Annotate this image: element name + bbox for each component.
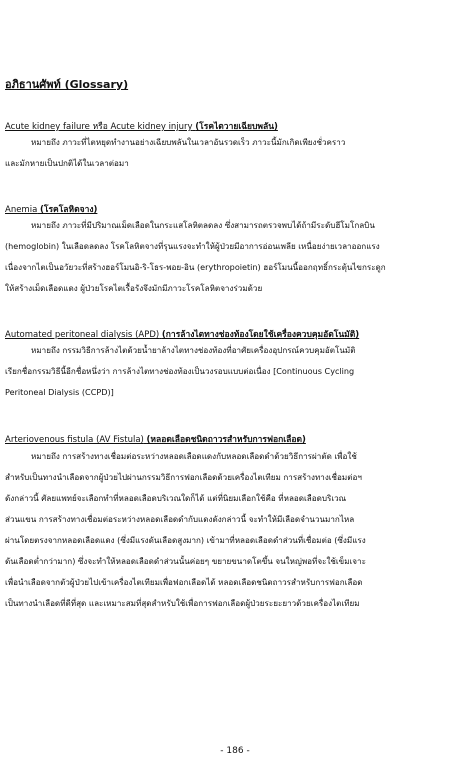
definition-line: และมักหายเป็นปกติได้ในเวลาต่อมา xyxy=(5,158,129,168)
definition-anemia xyxy=(5,215,465,299)
glossary-term-apd xyxy=(5,327,467,341)
definition-line: หมายถึง ภาวะที่มีปริมาณเม็ดเลือดในกระแสโลหิตลดลง ซึ่งสามารถตรวจพบได้ถ้ามีระดับฮีโมโกลบิน xyxy=(31,220,375,230)
glossary-term-acute-kidney-failure xyxy=(5,119,467,133)
definition-line: สำหรับเป็นทางนำเลือดจากผู้ป่วยไปผ่านกรรมวิธีการฟอกเลือดด้วยเครื่องไตเทียม การสร้างทางเชื่อมต่อฯ xyxy=(5,472,362,482)
definition-line: ส่วนแขน การสร้างทางเชื่อมต่อระหว่างหลอดเลือดดำกับแดงดังกล่าวนี้ จะทำให้มีเลือดจำนวนมากไหล xyxy=(5,514,355,524)
term-thai: (หลอดเลือดชนิดถาวรสำหรับการฟอกเลือด) xyxy=(146,435,306,445)
definition-line: (hemoglobin) ในเลือดลดลง โรคโลหิตจางที่รุนแรงจะทำให้ผู้ป่วยมีอาการอ่อนเพลีย เหนื่อยง่ายเวลาออกแรง xyxy=(5,241,380,251)
definition-line: ผ่านโดยตรงจากหลอดเลือดแดง (ซึ่งมีแรงดันเลือดสูงมาก) เข้ามาที่หลอดเลือดดำส่วนที่เชื่อมต่อ (ซึ่งมีแรง xyxy=(5,535,366,545)
definition-line: เป็นทางนำเลือดที่ดีที่สุด และเหมาะสมที่สุดสำหรับใช้เพื่อการฟอกเลือดผู้ป่วยระยะยาวด้วยเครื่องไตเทียม xyxy=(5,598,360,608)
term-english: Anemia xyxy=(5,205,38,215)
definition-line: เรียกชื่อกรรมวิธีนี้อีกชื่อหนึ่งว่า การล้างไตทางช่องท้องเป็นวงรอบแบบต่อเนื่อง [Continuous Cycling xyxy=(5,366,355,376)
term-thai: (โรคไตวายเฉียบพลัน) xyxy=(195,122,278,132)
definition-av-fistula xyxy=(5,446,465,614)
term-english: Arteriovenous fistula (AV Fistula) xyxy=(5,435,144,445)
term-thai: (การล้างไตทางช่องท้องโดยใช้เครื่องควบคุมอัตโนมัติ) xyxy=(161,330,360,340)
glossary-term-anemia xyxy=(5,202,467,216)
page-number: - 186 - xyxy=(220,746,250,756)
page-title: อภิธานศัพท์ (Glossary) xyxy=(5,78,129,91)
definition-acute-kidney-failure xyxy=(5,132,465,174)
definition-line: หมายถึง ภาวะที่ไตหยุดทำงานอย่างเฉียบพลันในเวลาอันรวดเร็ว ภาวะนี้มักเกิดเพียงชั่วคราว xyxy=(31,137,346,147)
term-thai: (โรคโลหิตจาง) xyxy=(40,205,98,215)
definition-line: เพื่อนำเลือดจากตัวผู้ป่วยไปเข้าเครื่องไตเทียมเพื่อฟอกเลือดได้ หลอดเลือดชนิดถาวรสำหรับการฟอกเลือด xyxy=(5,577,363,587)
definition-line: ดันเลือดต่ำกว่ามาก) ซึ่งจะทำให้หลอดเลือดดำส่วนนั้นค่อยๆ ขยายขนาดโตขึ้น จนใหญ่พอที่จะใช้เข็มเจาะ xyxy=(5,556,366,566)
definition-line: ให้สร้างเม็ดเลือดแดง ผู้ป่วยโรคไตเรื้อรังจึงมักมีภาวะโรคโลหิตจางร่วมด้วย xyxy=(5,283,263,293)
definition-line: Peritoneal Dialysis (CCPD)] xyxy=(5,387,114,397)
definition-line: หมายถึง กรรมวิธีการล้างไตด้วยน้ำยาล้างไตทางช่องท้องที่อาศัยเครื่องอุปกรณ์ควบคุมอัตโนมัติ xyxy=(31,345,356,355)
term-english: Acute kidney failure หรือ Acute kidney injury xyxy=(5,122,193,132)
definition-line: เนื่องจากไตเป็นอวัยวะที่สร้างฮอร์โมนอิ-ริ-โธร-พอย-อิน (erythropoietin) ฮอร์โมนนี้ออกฤทธิ์กระตุ้นไขกระดูก xyxy=(5,262,386,272)
definition-line: หมายถึง การสร้างทางเชื่อมต่อระหว่างหลอดเลือดแดงกับหลอดเลือดดำด้วยวิธีการผ่าตัด เพื่อใช้ xyxy=(31,451,357,461)
definition-apd xyxy=(5,340,465,403)
term-english: Automated peritoneal dialysis (APD) xyxy=(5,330,160,340)
glossary-term-av-fistula xyxy=(5,432,467,446)
definition-line: ดังกล่าวนี้ ศัลยแพทย์จะเลือกทำที่หลอดเลือดบริเวณใดก็ได้ แต่ที่นิยมเลือกใช้คือ ที่หลอดเลือดบริเวณ xyxy=(5,493,347,503)
